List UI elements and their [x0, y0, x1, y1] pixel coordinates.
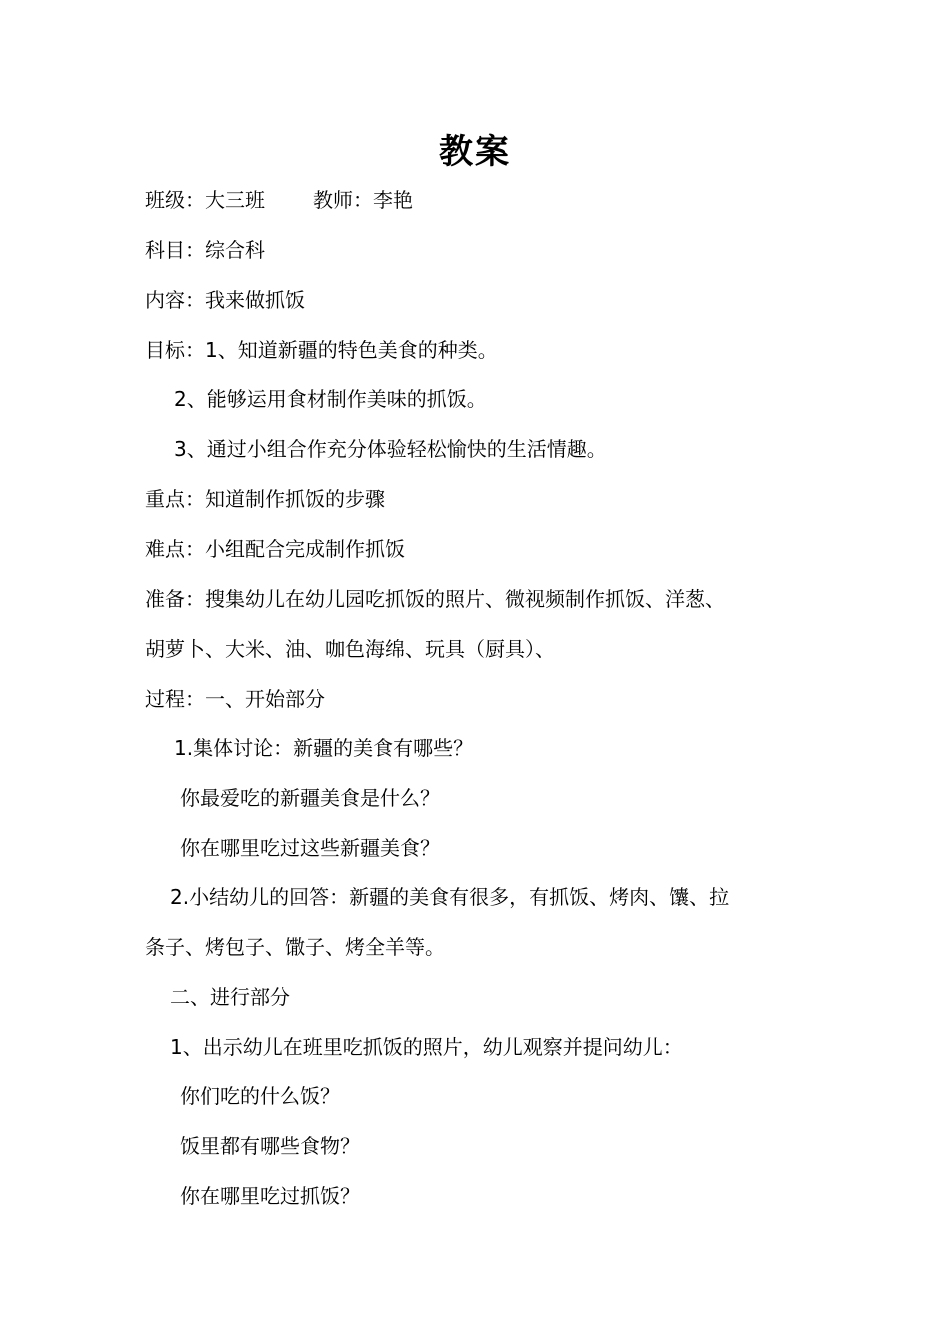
preparation-line-2: 胡萝卜、大米、油、咖色海绵、玩具（厨具）、: [145, 637, 555, 661]
class-teacher-line: [145, 185, 413, 215]
content-line: 内容：我来做抓饭: [145, 288, 305, 312]
class-info: 班级：大三班: [145, 188, 265, 212]
step-2-line-b: 条子、烤包子、馓子、烤全羊等。: [145, 935, 445, 959]
process-line: 过程：一、开始部分: [145, 687, 325, 711]
question-line-5: 你在哪里吃过抓饭？: [180, 1184, 360, 1208]
question-line-1: 你最爱吃的新疆美食是什么？: [180, 786, 440, 810]
goal-line-1: 目标：1、知道新疆的特色美食的种类。: [145, 338, 498, 362]
key-point-line: 重点：知道制作抓饭的步骤: [145, 487, 385, 511]
goal-line-2: 2、能够运用食材制作美味的抓饭。: [174, 387, 487, 411]
preparation-line-1: 准备：搜集幼儿在幼儿园吃抓饭的照片、微视频制作抓饭、洋葱、: [145, 587, 725, 611]
question-line-2: 你在哪里吃过这些新疆美食？: [180, 836, 440, 860]
page-title: 教案: [439, 132, 511, 172]
section-2-heading: 二、进行部分: [170, 985, 290, 1009]
step-2-line-a: 2.小结幼儿的回答：新疆的美食有很多，有抓饭、烤肉、馕、拉: [170, 885, 730, 909]
subject-line: 科目：综合科: [145, 238, 265, 262]
question-line-4: 饭里都有哪些食物？: [180, 1134, 360, 1158]
step-1-line: 1.集体讨论：新疆的美食有哪些？: [174, 736, 474, 760]
step-3-line: 1、出示幼儿在班里吃抓饭的照片，幼儿观察并提问幼儿：: [170, 1035, 683, 1059]
teacher-info: 教师：李艳: [313, 188, 413, 212]
goal-line-3: 3、通过小组合作充分体验轻松愉快的生活情趣。: [174, 437, 607, 461]
question-line-3: 你们吃的什么饭？: [180, 1084, 340, 1108]
difficulty-line: 难点：小组配合完成制作抓饭: [145, 537, 405, 561]
